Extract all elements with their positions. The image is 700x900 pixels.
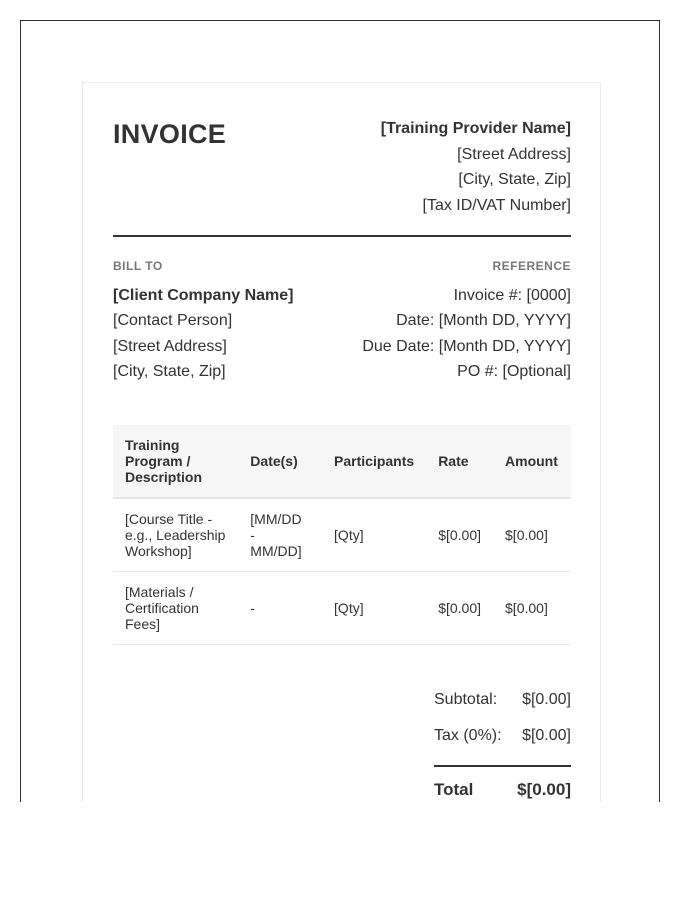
header-rate: Rate <box>438 453 469 469</box>
header-dates: Date(s) <box>250 453 298 469</box>
total-divider <box>434 765 571 767</box>
po-number: PO #: [Optional] <box>457 362 571 380</box>
provider-city: [City, State, Zip] <box>458 171 571 188</box>
cell-amount: $[0.00] <box>493 498 571 572</box>
subtotal-value: $[0.00] <box>522 691 571 708</box>
provider-info <box>381 116 571 218</box>
cell-rate: $[0.00] <box>426 572 493 645</box>
client-contact: [Contact Person] <box>113 312 233 330</box>
invoice-title: INVOICE <box>113 119 227 149</box>
invoice-date: Date: [Month DD, YYYY] <box>396 312 571 330</box>
tax-label: Tax (0%): <box>434 727 502 744</box>
cell-dates: - <box>238 572 322 645</box>
total-label: Total <box>434 780 474 799</box>
bill-to-label: BILL TO <box>113 259 163 273</box>
subtotal-label: Subtotal: <box>434 691 498 708</box>
cell-rate: $[0.00] <box>426 498 493 572</box>
cell-participants: [Qty] <box>322 572 426 645</box>
table-row <box>113 498 571 572</box>
cell-dates: [MM/DD - MM/DD] <box>238 498 322 572</box>
client-street: [Street Address] <box>113 337 227 355</box>
totals-block <box>434 689 571 800</box>
cell-amount: $[0.00] <box>493 572 571 645</box>
cell-description: [Course Title - e.g., Leadership Workshop] <box>113 498 238 572</box>
provider-tax-id: [Tax ID/VAT Number] <box>422 196 571 214</box>
header-amount: Amount <box>505 453 558 469</box>
table-row <box>113 572 571 645</box>
tax-row <box>434 725 571 761</box>
client-company: [Client Company Name] <box>113 287 294 304</box>
header-divider <box>113 235 571 237</box>
reference-block <box>362 283 571 384</box>
cell-description: [Materials / Certification Fees] <box>113 572 238 645</box>
header-participants: Participants <box>334 453 415 469</box>
total-value: $[0.00] <box>517 780 571 799</box>
provider-name: [Training Provider Name] <box>380 120 571 137</box>
client-city: [City, State, Zip] <box>113 362 226 380</box>
subtotal-row <box>434 689 571 725</box>
document-viewport <box>20 20 660 802</box>
table-header-row <box>113 425 571 498</box>
line-items-table <box>113 425 571 645</box>
bill-to-block <box>113 283 293 384</box>
invoice-page <box>82 82 601 802</box>
invoice-number: Invoice #: [0000] <box>453 287 571 304</box>
tax-value: $[0.00] <box>522 727 571 744</box>
due-date: Due Date: [Month DD, YYYY] <box>362 337 571 355</box>
provider-street: [Street Address] <box>457 145 571 163</box>
header-description: Training Program / Description <box>125 437 203 485</box>
reference-label: REFERENCE <box>492 259 571 273</box>
total-row <box>434 780 571 800</box>
cell-participants: [Qty] <box>322 498 426 572</box>
